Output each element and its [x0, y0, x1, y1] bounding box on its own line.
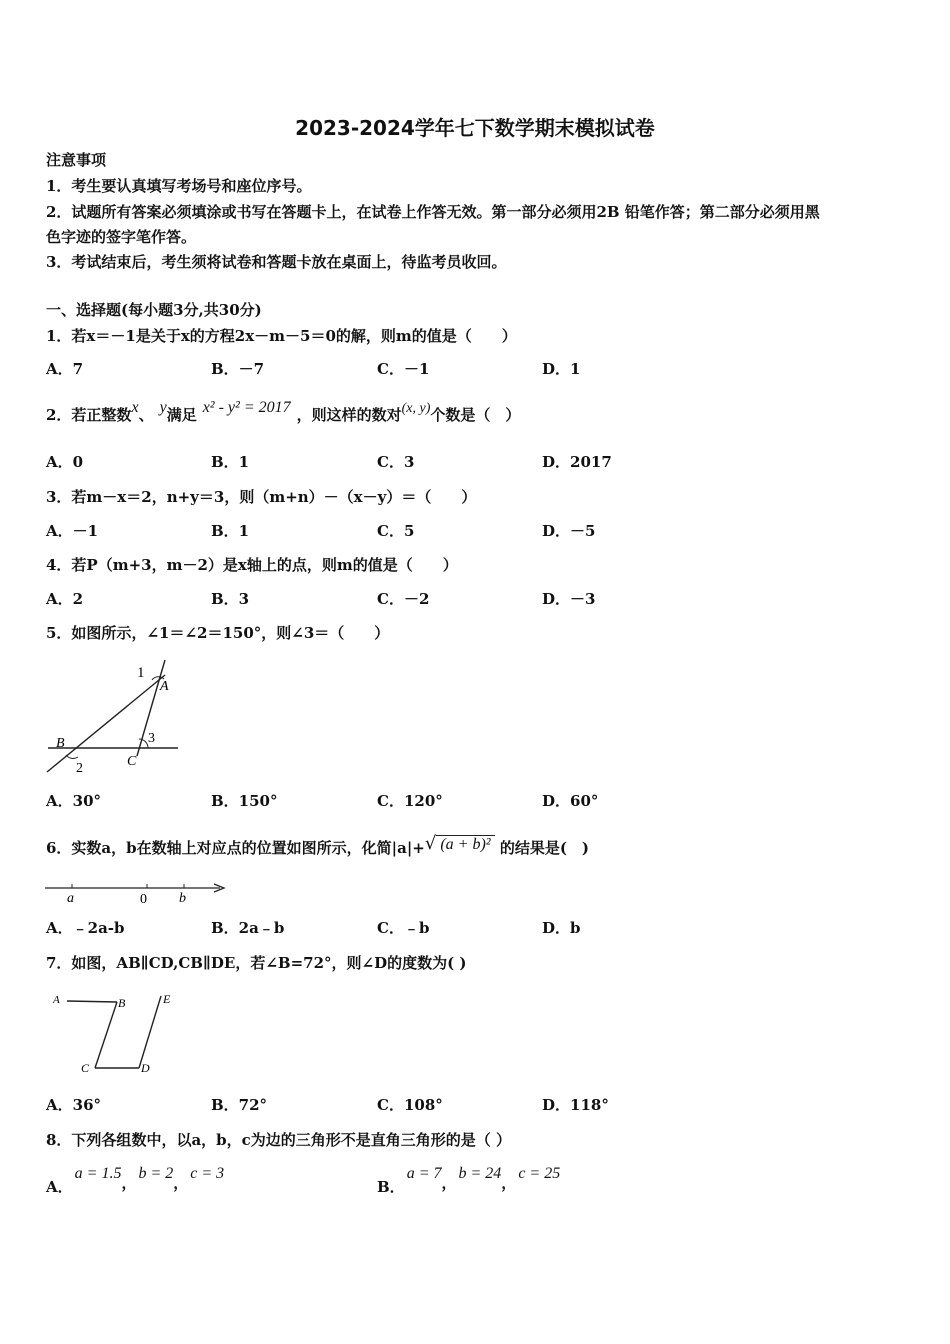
q2-var-y: y: [159, 399, 167, 416]
notice-item: 3．考试结束后，考生须将试卷和答题卡放在桌面上，待监考员收回。: [46, 253, 507, 271]
q5-option-a: A．30°: [46, 792, 102, 810]
label-b: b: [179, 891, 186, 906]
q7-option-c: C．108°: [377, 1096, 443, 1114]
q5-option-d: D．60°: [542, 792, 599, 810]
q1-option-b: B．－7: [211, 360, 265, 378]
line-ba: [47, 675, 165, 772]
question-5-stem: 5．如图所示，∠1＝∠2＝150°，则∠3＝（ ）: [46, 624, 390, 642]
q4-option-a: A．2: [46, 590, 84, 608]
q2-var-x: x: [131, 399, 139, 416]
q1-option-c: C．－1: [377, 360, 430, 378]
q8-a-value-a: a = 1.5: [74, 1165, 122, 1182]
q4-option-d: D．－3: [542, 590, 596, 608]
label-b: B: [56, 736, 65, 751]
q8-a-label: A．: [46, 1178, 73, 1196]
q6-option-b: B．2a﹣b: [211, 919, 285, 937]
q1-option-d: D．1: [542, 360, 581, 378]
q7-figure: [45, 988, 185, 1078]
label-2: 2: [76, 761, 83, 776]
notice-item: 色字迹的签字笔作答。: [46, 228, 197, 246]
question-7-stem: 7．如图，AB∥CD,CB∥DE，若∠B=72°，则∠D的度数为( ): [46, 954, 467, 972]
segment-bc: [95, 1002, 117, 1068]
label-b: B: [118, 996, 126, 1010]
q2-text-3: ，则这样的数对: [296, 406, 402, 424]
q5-option-b: B．150°: [211, 792, 278, 810]
label-c: C: [127, 754, 137, 769]
page-title: 2023-2024学年七下数学期末模拟试卷: [295, 116, 655, 140]
q2-pair: (x, y): [401, 401, 431, 416]
q7-option-a: A．36°: [46, 1096, 102, 1114]
q1-option-a: A．7: [46, 360, 84, 378]
segment-ab: [67, 1001, 117, 1002]
question-2-stem: [46, 399, 521, 427]
notice-heading: 注意事项: [46, 151, 107, 169]
q5-option-c: C．120°: [377, 792, 443, 810]
q8-option-a: A．a = 1.5，b = 2，c = 3: [46, 1165, 225, 1196]
q6-option-a: A．﹣2a-b: [46, 919, 125, 937]
q3-option-d: D．－5: [542, 522, 596, 540]
q4-option-c: C．－2: [377, 590, 430, 608]
label-c: C: [81, 1061, 90, 1075]
q3-option-c: C．5: [377, 522, 415, 540]
label-e: E: [163, 992, 171, 1006]
label-0: 0: [140, 892, 147, 907]
q6-text-2: 的结果是( ): [494, 839, 590, 857]
q8-b-value-b: b = 24: [458, 1165, 502, 1182]
sqrt-icon: √: [424, 833, 437, 854]
question-3-stem: 3．若m－x＝2，n+y＝3，则（m+n）－（x－y）＝（ ）: [46, 488, 477, 506]
q6-number-line: [40, 876, 230, 908]
q2-sep: 、: [138, 406, 154, 424]
q2-equation: x² - y² = 2017: [202, 399, 291, 416]
section-heading: 一、选择题(每小题3分,共30分): [46, 301, 262, 319]
label-a: a: [67, 891, 74, 906]
label-3: 3: [148, 731, 155, 746]
q6-option-c: C．﹣b: [377, 919, 430, 937]
q3-option-b: B．1: [211, 522, 250, 540]
question-1-stem: 1．若x＝－1是关于x的方程2x－m－5＝0的解，则m的值是（ ）: [46, 327, 517, 345]
notice-item: 2．试题所有答案必须填涂或书写在答题卡上，在试卷上作答无效。第一部分必须用2B 铅笔作答；第二部分必须用黑: [46, 203, 820, 221]
q2-text-1: 2．若正整数: [46, 406, 132, 424]
q8-a-value-c: c = 3: [190, 1165, 225, 1182]
q7-option-d: D．118°: [542, 1096, 609, 1114]
q6-option-d: D．b: [542, 919, 581, 937]
q6-text-1: 6．实数a，b在数轴上对应点的位置如图所示，化简|a|+: [46, 839, 425, 857]
q2-option-a: A．0: [46, 453, 84, 471]
label-a: A: [160, 679, 169, 694]
label-1: 1: [137, 665, 145, 681]
q8-b-value-c: c = 25: [518, 1165, 561, 1182]
q2-text-2: 满足: [166, 406, 197, 424]
label-a: A: [53, 994, 60, 1006]
q2-text-4: 个数是（ ）: [430, 406, 521, 424]
question-8-stem: 8．下列各组数中，以a，b，c为边的三角形不是直角三角形的是（ ）: [46, 1131, 512, 1149]
q6-sqrt: [425, 834, 495, 855]
notice-item: 1．考生要认真填写考场号和座位序号。: [46, 177, 312, 195]
q3-option-a: A．－1: [46, 522, 99, 540]
q4-option-b: B．3: [211, 590, 250, 608]
q8-b-value-a: a = 7: [406, 1165, 442, 1182]
question-6-stem: [46, 833, 590, 859]
q2-option-c: C．3: [377, 453, 415, 471]
q5-figure: [40, 655, 185, 780]
q2-option-b: B．1: [211, 453, 250, 471]
question-4-stem: 4．若P（m+3，m－2）是x轴上的点，则m的值是（ ）: [46, 556, 458, 574]
q2-option-d: D．2017: [542, 453, 612, 471]
q6-radicand: (a + b)²: [436, 835, 494, 853]
segment-de: [139, 996, 161, 1068]
q8-option-b: B．a = 7，b = 24，c = 25: [377, 1165, 561, 1196]
q8-b-label: B．: [377, 1178, 405, 1196]
q8-a-value-b: b = 2: [138, 1165, 174, 1182]
q7-option-b: B．72°: [211, 1096, 268, 1114]
label-d: D: [141, 1061, 150, 1075]
